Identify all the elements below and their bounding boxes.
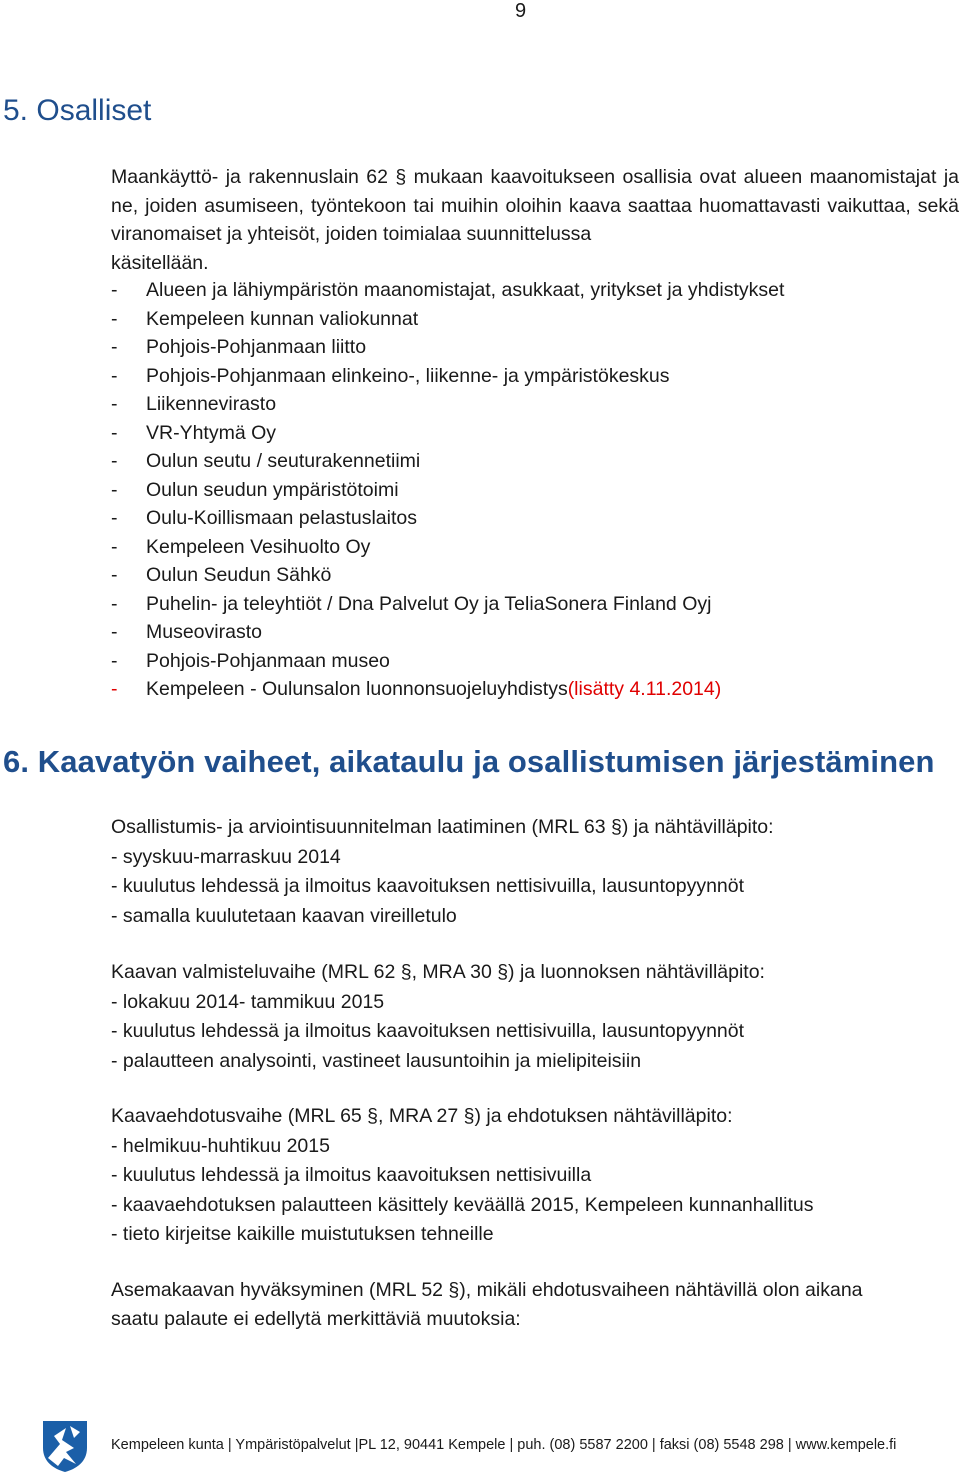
kempele-coat-of-arms-icon: [40, 1418, 90, 1474]
footer-contact: Kempeleen kunta | Ympäristöpalvelut |PL 12, 90441 Kempele | puh. (08) 5587 2200 | faksi (08) 5548 298 | www.kempele.fi: [111, 1437, 897, 1453]
list-dash: -: [111, 307, 118, 330]
list-item-text: Kempeleen kunnan valiokunnat: [146, 307, 419, 330]
list-dash: -: [111, 592, 118, 615]
list-dash: -: [111, 678, 118, 700]
list-item: [111, 476, 784, 505]
list-item: [111, 305, 784, 334]
list-item-text: Kempeleen - Oulunsalon luonnonsuojeluyhdistys: [146, 678, 568, 700]
list-item: [111, 533, 784, 562]
list-dash: -: [111, 649, 118, 672]
list-item-text: Alueen ja lähiympäristön maanomistajat, asukkaat, yritykset ja yhdistykset: [146, 279, 785, 301]
phase-line: - helmikuu-huhtikuu 2015: [111, 1134, 330, 1157]
list-item: [111, 647, 784, 676]
list-item-text: Museovirasto: [146, 621, 262, 643]
list-item: [111, 447, 784, 476]
list-dash: -: [111, 564, 118, 586]
phase-ehdotus: [111, 1102, 813, 1250]
phase-text: Asemakaavan hyväksyminen (MRL 52 §), mikäli ehdotusvaiheen nähtävillä olon aikana: [111, 1279, 863, 1301]
section-5-heading: 5. Osalliset: [3, 94, 152, 127]
list-dash: -: [111, 450, 118, 472]
list-item-text: Pohjois-Pohjanmaan elinkeino-, liikenne- ja ympäristökeskus: [146, 364, 670, 387]
phase-title: Kaavan valmisteluvaihe (MRL 62 §, MRA 30 §) ja luonnoksen nähtävilläpito:: [111, 961, 765, 983]
phase-osallistumis: [111, 813, 774, 931]
phase-text-last: saatu palaute ei edellytä merkittäviä muutoksia:: [111, 1307, 521, 1330]
phase-line: - kuulutus lehdessä ja ilmoitus kaavoituksen nettisivuilla, lausuntopyynnöt: [111, 1020, 745, 1042]
phase-line: - kaavaehdotuksen palautteen käsittely keväällä 2015, Kempeleen kunnanhallitus: [111, 1193, 814, 1216]
phase-line: - kuulutus lehdessä ja ilmoitus kaavoituksen nettisivuilla: [111, 1164, 592, 1186]
list-dash: -: [111, 279, 118, 301]
added-note: (lisätty 4.11.2014): [567, 678, 722, 700]
phase-line: - syyskuu-marraskuu 2014: [111, 845, 341, 868]
list-item: [111, 419, 784, 448]
phase-line: - tieto kirjeitse kaikille muistutuksen tehneille: [111, 1223, 494, 1245]
phase-hyvaksyminen: [111, 1276, 959, 1333]
phase-line: - lokakuu 2014- tammikuu 2015: [111, 990, 385, 1013]
list-item-text: Kempeleen Vesihuolto Oy: [146, 535, 371, 558]
list-item-text: Liikennevirasto: [146, 393, 277, 415]
intro-text: Maankäyttö- ja rakennuslain 62 § mukaan kaavoitukseen osallisia ovat alueen maanomistajat ja ne, joiden asumiseen, työntekoon tai muihin oloihin kaava saattaa huomattavasti vaikuttaa, sekä viranomaiset ja yhteisöt, joiden toimialaa suunnittelussa: [111, 166, 959, 245]
section-5-intro: [111, 163, 959, 277]
list-dash: -: [111, 393, 118, 415]
list-dash: -: [111, 478, 118, 501]
phase-title: Osallistumis- ja arviointisuunnitelman laatiminen (MRL 63 §) ja nähtävilläpito:: [111, 816, 774, 838]
list-item: [111, 504, 784, 533]
list-item-text: Puhelin- ja teleyhtiöt / Dna Palvelut Oy ja TeliaSonera Finland Oyj: [146, 592, 712, 615]
list-item-text: Pohjois-Pohjanmaan liitto: [146, 336, 367, 358]
list-dash: -: [111, 535, 118, 558]
list-item: [111, 276, 784, 305]
intro-text-last: käsitellään.: [111, 251, 209, 274]
list-dash: -: [111, 507, 118, 529]
phase-valmistelu: [111, 958, 765, 1076]
list-item-added: [111, 675, 784, 704]
list-dash: -: [111, 421, 118, 444]
list-dash: -: [111, 364, 118, 387]
phase-line: - palautteen analysointi, vastineet lausuntoihin ja mielipiteisiin: [111, 1049, 642, 1072]
phase-line: - samalla kuulutetaan kaavan vireilletulo: [111, 904, 457, 927]
list-item: [111, 618, 784, 647]
list-item: [111, 362, 784, 391]
list-item: [111, 390, 784, 419]
list-dash: -: [111, 336, 118, 358]
list-item: [111, 590, 784, 619]
phase-title: Kaavaehdotusvaihe (MRL 65 §, MRA 27 §) ja ehdotuksen nähtävilläpito:: [111, 1105, 733, 1127]
phase-line: - kuulutus lehdessä ja ilmoitus kaavoituksen nettisivuilla, lausuntopyynnöt: [111, 875, 745, 897]
list-dash: -: [111, 621, 118, 643]
page-number: 9: [515, 0, 527, 22]
list-item-text: Oulu-Koillismaan pelastuslaitos: [146, 507, 417, 529]
section-6-heading: 6. Kaavatyön vaiheet, aikataulu ja osallistumisen järjestäminen: [3, 744, 935, 779]
list-item-text: VR-Yhtymä Oy: [146, 421, 277, 444]
list-item-text: Pohjois-Pohjanmaan museo: [146, 649, 390, 672]
list-item: [111, 561, 784, 590]
list-item-text: Oulun seudun ympäristötoimi: [146, 478, 399, 501]
list-item: [111, 333, 784, 362]
list-item-text: Oulun seutu / seuturakennetiimi: [146, 450, 421, 472]
list-item-text: Oulun Seudun Sähkö: [146, 564, 332, 586]
stakeholder-list: [111, 276, 784, 704]
